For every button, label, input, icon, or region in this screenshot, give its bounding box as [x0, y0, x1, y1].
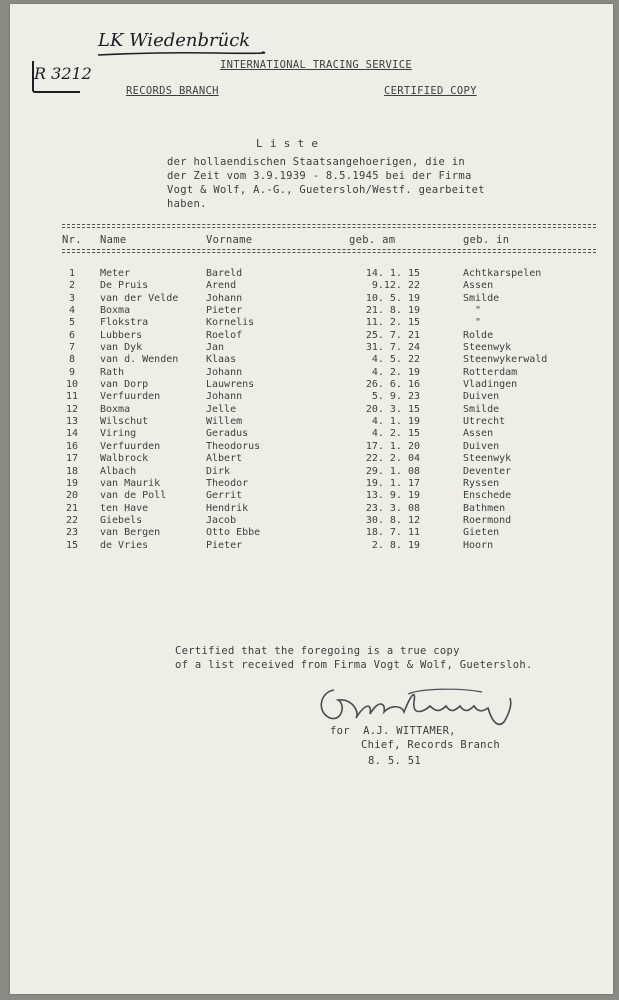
row-vorname: Bareld [206, 268, 243, 279]
row-birth-place: Gieten [463, 527, 500, 539]
row-nr: 11 [65, 391, 79, 403]
row-name: ten Have [100, 502, 149, 514]
table-row [10, 428, 613, 440]
row-name: van Bergen [100, 527, 161, 539]
row-birth-date: 25. 7. 21 [365, 329, 420, 341]
row-name: Lubbers [100, 329, 143, 341]
table-row [10, 305, 613, 317]
row-birth-date: 22. 2. 04 [365, 453, 420, 465]
row-name: van de Poll [100, 490, 167, 502]
row-nr: 4 [68, 305, 76, 317]
row-nr: 7 [68, 342, 76, 354]
row-birth-date: 10. 5. 19 [365, 292, 420, 304]
row-birth-place: Enschede [463, 490, 512, 502]
table-row [10, 416, 613, 428]
row-birth-place: Smilde [463, 403, 500, 415]
row-vorname: Johann [206, 292, 243, 304]
row-birth-place: Utrecht [463, 416, 506, 428]
row-name: Verfuurden [100, 391, 161, 403]
row-name: Flokstra [100, 317, 149, 329]
row-birth-date: 4. 2. 15 [371, 428, 420, 440]
row-birth-place: Duiven [463, 440, 500, 452]
table-row [10, 342, 613, 354]
table-row [10, 268, 613, 280]
row-birth-place: Assen [463, 428, 494, 440]
row-birth-place: Ryssen [463, 477, 500, 489]
table-row [10, 330, 613, 342]
row-nr: 9 [68, 366, 76, 378]
row-name: Boxma [100, 305, 131, 317]
row-nr: 13 [65, 416, 79, 428]
table-row [10, 478, 613, 490]
table-row [10, 293, 613, 305]
row-nr: 20 [65, 490, 79, 502]
row-vorname: Theodorus [206, 440, 261, 452]
row-name: Viring [100, 428, 137, 440]
row-vorname: Otto Ebbe [206, 527, 261, 539]
row-birth-place: Deventer [463, 465, 512, 477]
row-birth-date: 5. 9. 23 [371, 391, 420, 403]
col-header-nr: Nr. [62, 234, 82, 246]
document-page [10, 4, 613, 994]
row-birth-place: Steenwykerwald [463, 354, 548, 366]
intro-line-1: der hollaendischen Staatsangehoerigen, die in [167, 156, 465, 168]
row-birth-date: 23. 3. 08 [365, 502, 420, 514]
row-vorname: Pieter [206, 305, 243, 317]
row-birth-date: 29. 1. 08 [365, 465, 420, 477]
row-vorname: Pieter [206, 539, 243, 551]
row-name: van Maurik [100, 477, 161, 489]
row-birth-date: 21. 8. 19 [365, 305, 420, 317]
row-birth-date: 11. 2. 15 [365, 317, 420, 329]
row-birth-date: 19. 1. 17 [365, 477, 420, 489]
row-birth-date: 14. 1. 15 [365, 268, 420, 279]
row-birth-date: 2. 8. 19 [371, 539, 420, 551]
col-header-geb-am: geb. am [349, 234, 396, 246]
table-rule-top-2 [62, 227, 596, 228]
handwritten-underline [96, 50, 266, 58]
table-rule-header-2 [62, 252, 596, 253]
certification-line-2: of a list received from Firma Vogt & Wolf, Guetersloh. [175, 659, 533, 671]
certification-line-1: Certified that the foregoing is a true copy [175, 645, 460, 657]
row-name: van Dorp [100, 379, 149, 391]
table-row [10, 527, 613, 539]
row-nr: 15 [65, 539, 79, 551]
row-birth-place: Roermond [463, 514, 512, 526]
row-birth-date: 26. 6. 16 [365, 379, 420, 391]
row-nr: 14 [65, 428, 79, 440]
row-vorname: Albert [206, 453, 243, 465]
table-row [10, 280, 613, 292]
col-header-vorname: Vorname [206, 234, 253, 246]
row-birth-place: Vladingen [463, 379, 518, 391]
table-row [10, 490, 613, 502]
row-nr: 1 [68, 268, 76, 279]
certified-copy-label: CERTIFIED COPY [384, 85, 477, 97]
list-title: L i s t e [256, 137, 319, 150]
row-vorname: Jan [206, 342, 225, 354]
row-vorname: Theodor [206, 477, 249, 489]
row-name: de Vries [100, 539, 149, 551]
row-birth-date: 4. 1. 19 [371, 416, 420, 428]
row-name: Albach [100, 465, 137, 477]
row-birth-place: Rolde [463, 329, 494, 341]
row-birth-date: 4. 2. 19 [371, 366, 420, 378]
table-row [10, 540, 613, 552]
row-nr: 8 [68, 354, 76, 366]
handwritten-reference: R 3212 [34, 64, 92, 83]
row-vorname: Willem [206, 416, 243, 428]
row-vorname: Johann [206, 366, 243, 378]
row-vorname: Klaas [206, 354, 237, 366]
row-name: Boxma [100, 403, 131, 415]
intro-line-4: haben. [167, 198, 207, 210]
row-vorname: Gerrit [206, 490, 243, 502]
row-birth-date: 31. 7. 24 [365, 342, 420, 354]
row-name: van der Velde [100, 292, 179, 304]
row-nr: 22 [65, 514, 79, 526]
signature-date: 8. 5. 51 [368, 755, 421, 767]
row-birth-place: Achtkarspelen [463, 268, 542, 279]
row-nr: 12 [65, 403, 79, 415]
row-vorname: Geradus [206, 428, 249, 440]
row-nr: 21 [65, 502, 79, 514]
row-nr: 16 [65, 440, 79, 452]
handwritten-location: LK Wiedenbrück [98, 30, 251, 51]
branch-label: RECORDS BRANCH [126, 85, 219, 97]
row-birth-place: Smilde [463, 292, 500, 304]
table-row [10, 503, 613, 515]
table-row [10, 379, 613, 391]
row-name: Wilschut [100, 416, 149, 428]
row-nr: 19 [65, 477, 79, 489]
row-birth-place: Steenwyk [463, 453, 512, 465]
row-birth-date: 20. 3. 15 [365, 403, 420, 415]
signatory-title: Chief, Records Branch [361, 739, 501, 751]
intro-line-3: Vogt & Wolf, A.-G., Guetersloh/Westf. gearbeitet [167, 184, 485, 196]
row-nr: 10 [65, 379, 79, 391]
row-birth-date: 30. 8. 12 [365, 514, 420, 526]
signed-for-line: for A.J. WITTAMER, [330, 725, 456, 737]
row-birth-place: Rotterdam [463, 366, 518, 378]
table-row [10, 354, 613, 366]
table-rule-header [62, 249, 596, 250]
col-header-geb-in: geb. in [463, 234, 510, 246]
row-vorname: Jelle [206, 403, 237, 415]
row-birth-date: 18. 7. 11 [365, 527, 420, 539]
row-nr: 3 [68, 292, 76, 304]
row-birth-place: " [463, 317, 482, 329]
row-birth-place: Duiven [463, 391, 500, 403]
table-row [10, 367, 613, 379]
row-vorname: Johann [206, 391, 243, 403]
row-nr: 6 [68, 329, 76, 341]
row-vorname: Kornelis [206, 317, 255, 329]
table-row [10, 466, 613, 478]
table-row [10, 515, 613, 527]
row-vorname: Roelof [206, 329, 243, 341]
row-nr: 18 [65, 465, 79, 477]
organization-heading: INTERNATIONAL TRACING SERVICE [220, 59, 413, 71]
row-name: Verfuurden [100, 440, 161, 452]
row-name: van d. Wenden [100, 354, 179, 366]
row-birth-date: 17. 1. 20 [365, 440, 420, 452]
row-nr: 23 [65, 527, 79, 539]
row-birth-date: 13. 9. 19 [365, 490, 420, 502]
row-name: De Pruis [100, 280, 149, 292]
row-birth-date: 9.12. 22 [371, 280, 420, 292]
row-name: Giebels [100, 514, 143, 526]
row-birth-place: Steenwyk [463, 342, 512, 354]
table-row [10, 441, 613, 453]
col-header-name: Name [100, 234, 127, 246]
row-name: Walbrock [100, 453, 149, 465]
table-row [10, 453, 613, 465]
row-vorname: Lauwrens [206, 379, 255, 391]
names-table [10, 268, 613, 552]
row-vorname: Jacob [206, 514, 237, 526]
row-nr: 2 [68, 280, 76, 292]
row-birth-place: Assen [463, 280, 494, 292]
row-birth-place: " [463, 305, 482, 317]
row-name: van Dyk [100, 342, 143, 354]
table-row [10, 404, 613, 416]
intro-line-2: der Zeit vom 3.9.1939 - 8.5.1945 bei der Firma [167, 170, 472, 182]
row-birth-place: Hoorn [463, 539, 494, 551]
row-vorname: Hendrik [206, 502, 249, 514]
table-row [10, 317, 613, 329]
table-row [10, 391, 613, 403]
row-vorname: Arend [206, 280, 237, 292]
row-name: Rath [100, 366, 125, 378]
row-nr: 17 [65, 453, 79, 465]
row-birth-place: Bathmen [463, 502, 506, 514]
row-vorname: Dirk [206, 465, 231, 477]
row-name: Meter [100, 268, 131, 279]
row-nr: 5 [68, 317, 76, 329]
table-rule-top [62, 224, 596, 225]
row-birth-date: 4. 5. 22 [371, 354, 420, 366]
